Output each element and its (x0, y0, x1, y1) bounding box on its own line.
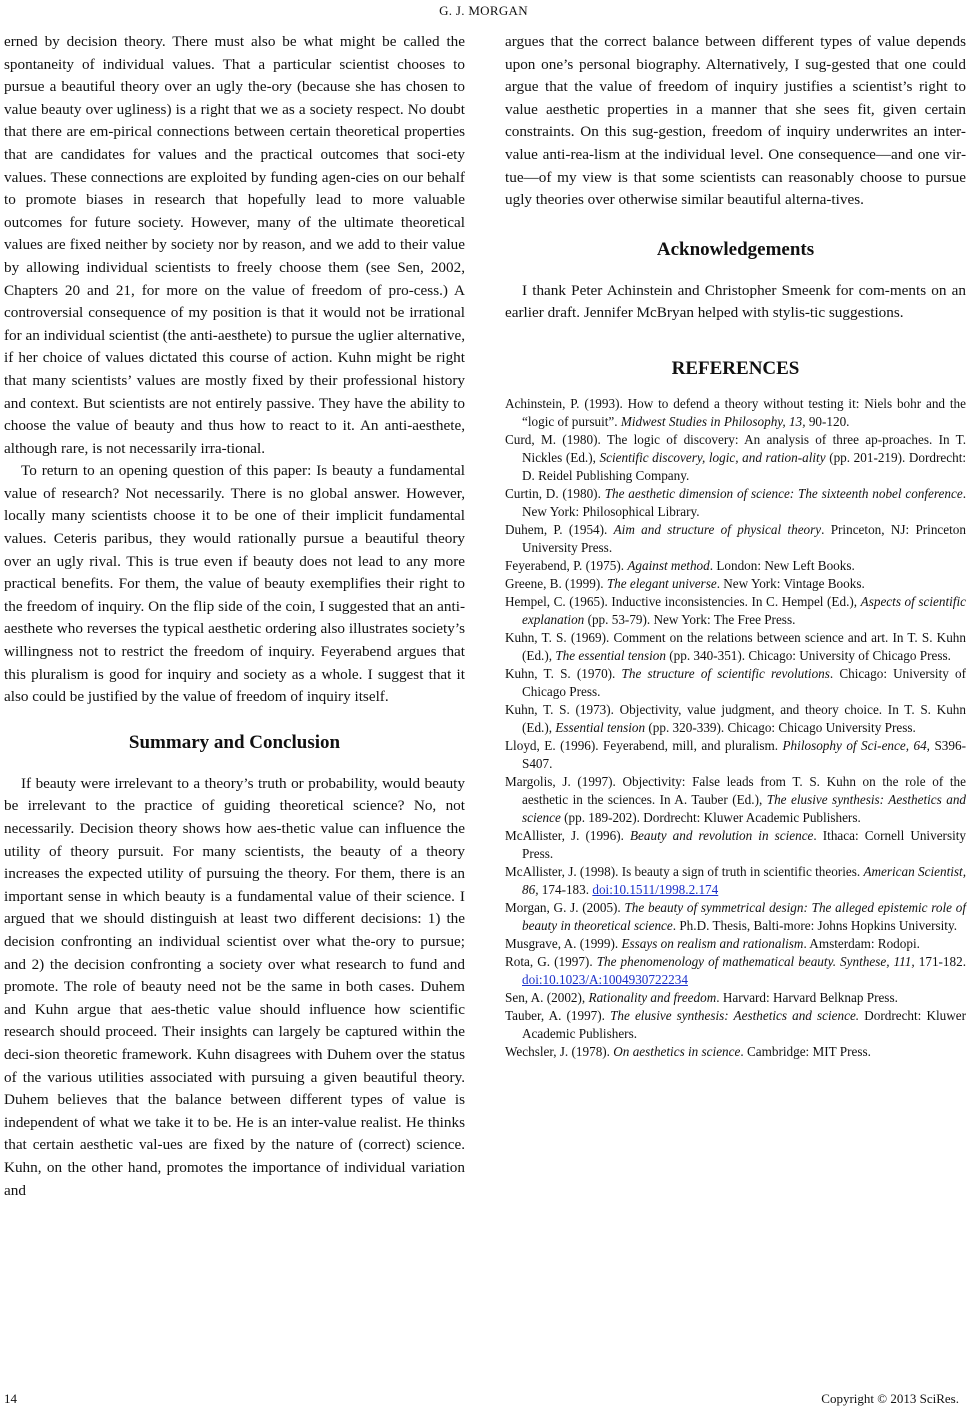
reference-text: . Ithaca: Cornell University Press. (522, 827, 966, 861)
reference-entry (505, 629, 966, 665)
reference-italic-title: Aim and structure of physical theory (613, 521, 822, 537)
reference-text: Morgan, G. J. (2005). (505, 899, 625, 915)
reference-italic-title: The elusive synthesis: Aesthetics and science (522, 791, 967, 825)
reference-italic-title: The phenomenology of mathematical beauty. Synthese, 111, (596, 953, 915, 969)
reference-entry (505, 1007, 966, 1043)
reference-italic-title: Beauty and revolution in science (629, 827, 814, 843)
reference-entry (505, 575, 966, 593)
reference-entry (505, 557, 966, 575)
reference-text: (pp. 201-219). Dordrecht: D. Reidel Publishing Company. (522, 449, 967, 483)
reference-text: 90-120. (805, 413, 850, 429)
reference-text: Greene, B. (1999). (505, 575, 607, 591)
reference-italic-title: Midwest Studies in Philosophy, 13, (620, 413, 806, 429)
reference-text: S396-S407. (522, 737, 966, 771)
reference-entry (505, 989, 966, 1007)
reference-italic-title: On aesthetics in science (613, 1043, 741, 1059)
reference-text: Curd, M. (1980). The logic of discovery: An analysis of three ap-proaches. In T. Nickles (Ed.), (505, 431, 966, 465)
reference-italic-title: Scientific discovery, logic, and ration-ality (599, 449, 826, 465)
reference-text: (pp. 340-351). Chicago: University of Chicago Press. (665, 647, 951, 663)
reference-text: . Chicago: University of Chicago Press. (522, 665, 966, 699)
section-heading-acknowledgements: Acknowledgements (656, 238, 815, 260)
reference-entry (505, 953, 966, 989)
reference-text: Feyerabend, P. (1975). (505, 557, 628, 573)
reference-italic-title: The beauty of symmetrical design: The alleged epistemic role of beauty in theoretical science (522, 899, 966, 933)
acknowledgements-text: I thank Peter Achinstein and Christopher Smeenk for com-ments on an earlier draft. Jennifer McBryan helped with stylis-tic suggestions. (505, 281, 966, 322)
reference-italic-title: Aspects of scientific explanation (522, 593, 966, 627)
reference-entry (505, 665, 966, 701)
page-number: 14 (4, 1391, 17, 1406)
reference-text: Musgrave, A. (1999). (505, 935, 622, 951)
reference-entry (505, 863, 966, 899)
left-column (4, 31, 465, 1202)
doi-link[interactable]: doi:10.1511/1998.2.174 (592, 881, 719, 897)
reference-text: McAllister, J. (1998). Is beauty a sign of truth in scientific theories. (505, 863, 864, 879)
reference-entry (505, 935, 966, 953)
section-heading-summary: Summary and Conclusion (128, 731, 341, 753)
right-column (505, 31, 966, 1061)
reference-text: . Princeton, NJ: Princeton University Press. (522, 521, 966, 555)
section-heading-references: REFERENCES (671, 357, 800, 379)
body-paragraph: erned by decision theory. There must also be what might be called the spontaneity of individual values. That a particular scientist chooses to pursue a beautiful theory over an ugly the-ory (because she has chosen to value beauty over ugliness) is a right that we as a society respect. No doubt that there are em-pirical connections between certain theoretical properties that are candidates for values and the practical outcomes that soci-ety values. These connections are exploited by funding agen-cies on our behalf to promote biases in research that hopefully lead to more valuable outcomes for future society. However, many of the ultimate theoretical values are fixed neither by society nor by reason, and we add to their value by allowing individual scientists to freely choose them (see Sen, 2002, Chapters 20 and 21, for more on the value of freedom of pro-cess.) A controversial consequence of my position is that it would not be irrational for an individual scientist (the anti-aesthete) to pursue the uglier alternative, if her choice of values dictated this course of action. Kuhn might be right that many scientists’ values are mostly fixed by their professional history and context. But scientists are not entirely passive. They have the ability to choose the value of beauty and thus how to react to it. An anti-aesthete, although rare, is not necessarily irra-tional. (4, 33, 465, 457)
reference-italic-title: The aesthetic dimension of science: The sixteenth nobel conference (604, 485, 963, 501)
reference-text: . New York: Vintage Books. (716, 575, 865, 591)
reference-text: Rota, G. (1997). (505, 953, 597, 969)
reference-text: Duhem, P. (1954). (505, 521, 614, 537)
reference-text: . Amsterdam: Rodopi. (803, 935, 920, 951)
reference-italic-title: The structure of scientific revolutions (621, 665, 830, 681)
reference-entry (505, 701, 966, 737)
reference-text: Sen, A. (2002), (505, 989, 589, 1005)
reference-entry (505, 899, 966, 935)
reference-text: 171-182. (914, 953, 967, 969)
reference-entry (505, 737, 966, 773)
reference-entry (505, 593, 966, 629)
reference-text: . New York: Philosophical Library. (522, 485, 967, 519)
reference-text: (pp. 320-339). Chicago: Chicago University Press. (645, 719, 916, 735)
doi-link[interactable]: doi:10.1023/A:1004930722234 (522, 971, 688, 987)
body-paragraph: argues that the correct balance between different types of value depends upon one’s personal biography. Alternatively, I sug-gested that one could argue that the value of freedom of inquiry justifies a scientist’s right to value aesthetic properties in a manner that she sees fit, given certain constraints. On this sug-gestion, freedom of inquiry underwrites an inter-value anti-rea-lism at the individual level. One consequence—and one vir-tue—of my view is that some scientists can reasonably choose to pursue ugly theories over otherwise similar beautiful alterna-tives. (505, 33, 966, 209)
running-header: G. J. MORGAN (439, 3, 528, 18)
reference-list (505, 395, 966, 1061)
reference-text: Kuhn, T. S. (1969). Comment on the relations between science and art. In T. S. Kuhn (Ed.), (505, 629, 966, 663)
reference-entry (505, 827, 966, 863)
copyright-notice: Copyright © 2013 SciRes. (821, 1391, 959, 1406)
reference-entry (505, 431, 966, 485)
reference-text: 174-183. (538, 881, 593, 897)
reference-entry (505, 1043, 966, 1061)
reference-text: McAllister, J. (1996). (505, 827, 630, 843)
reference-text: Hempel, C. (1965). Inductive inconsistencies. In C. Hempel (Ed.), (505, 593, 861, 609)
reference-text: Wechsler, J. (1978). (505, 1043, 614, 1059)
reference-text: (pp. 53-79). New York: The Free Press. (584, 611, 796, 627)
reference-text: . Cambridge: MIT Press. (740, 1043, 871, 1059)
reference-text: . Harvard: Harvard Belknap Press. (716, 989, 898, 1005)
reference-italic-title: Philosophy of Sci-ence, 64, (782, 737, 930, 753)
body-paragraph: If beauty were irrelevant to a theory’s truth or probability, would beauty be irrelevant to the practice of guiding theoretical science? No, not necessarily. Decision theory shows how aes-thetic value can influence the utility of theory pursuit. For many scientists, the beauty of a theory increases the expected utility of pursuing the theory. For them, there is an important sense in which beauty is a fundamental value of their science. I argued that we should distinguish at least two different decisions: 1) the decision confronting an individual scientist over what the-ory to pursue; and 2) the decision confronting a society over what research to fund and promote. The role of beauty need not be the same in both cases. Duhem and Kuhn argue that aes-thetic value should influence how scientific research should proceed. Their insights can largely be captured within the deci-sion theoretic framework. Kuhn disagrees with Duhem over the status of the various utilities associated with pursuing a given beautiful theory. Duhem believes that the balance between different types of value is independent of what we take it to be. He is an inter-value realist. He thinks that certain aesthetic val-ues are fixed by the nature of (correct) science. Kuhn, on the other hand, promotes the importance of individual variation and (4, 774, 465, 1199)
reference-italic-title: Essential tension (555, 719, 646, 735)
reference-text: Dordrecht: Kluwer Academic Publishers. (522, 1007, 966, 1041)
reference-entry (505, 521, 966, 557)
reference-italic-title: Against method (627, 557, 710, 573)
reference-italic-title: The elusive synthesis: Aesthetics and science. (610, 1007, 860, 1023)
reference-text: Kuhn, T. S. (1970). (505, 665, 622, 681)
reference-italic-title: American Scientist, 86, (522, 863, 967, 897)
reference-text: Curtin, D. (1980). (505, 485, 605, 501)
reference-entry (505, 773, 966, 827)
body-paragraph: To return to an opening question of this paper: Is beauty a fundamental value of research? Not necessarily. There is no global answer. However, locally many scientists choose it to be one of their implicit fundamental values. Ceteris paribus, they would rationally pursue a beautiful theory over an ugly rival. This is true even if beauty does not lead to any more practical benefits. For them, the value of beauty exemplifies their right to the freedom of inquiry. On the flip side of the coin, I suggested that an anti-aesthete who reverses the typical aesthetic ordering also illustrates society’s willingness not to restrict the freedom of inquiry. Feyerabend argues that this pluralism is good for inquiry and society as a whole. I suggest that it also could be justified by the value of freedom of inquiry itself. (4, 462, 465, 706)
reference-text: . London: New Left Books. (709, 557, 855, 573)
reference-entry (505, 485, 966, 521)
reference-text: Margolis, J. (1997). Objectivity: False leads from T. S. Kuhn on the role of the aesthetic in the sciences. In A. Tauber (Ed.), (505, 773, 966, 807)
reference-text: Lloyd, E. (1996). Feyerabend, mill, and pluralism. (505, 737, 783, 753)
reference-text: (pp. 189-202). Dordrecht: Kluwer Academic Publishers. (560, 809, 861, 825)
reference-text: . Ph.D. Thesis, Balti-more: Johns Hopkins University. (672, 917, 958, 933)
reference-text: Achinstein, P. (1993). How to defend a theory without testing it: Niels bohr and the “logic of pursuit”. (505, 395, 966, 429)
reference-entry (505, 395, 966, 431)
reference-text: Kuhn, T. S. (1973). Objectivity, value judgment, and theory choice. In T. S. Kuhn (Ed.), (505, 701, 966, 735)
reference-text: Tauber, A. (1997). (505, 1007, 611, 1023)
reference-italic-title: The essential tension (555, 647, 666, 663)
reference-italic-title: Rationality and freedom (588, 989, 717, 1005)
reference-italic-title: Essays on realism and rationalism (621, 935, 804, 951)
reference-italic-title: The elegant universe (606, 575, 717, 591)
